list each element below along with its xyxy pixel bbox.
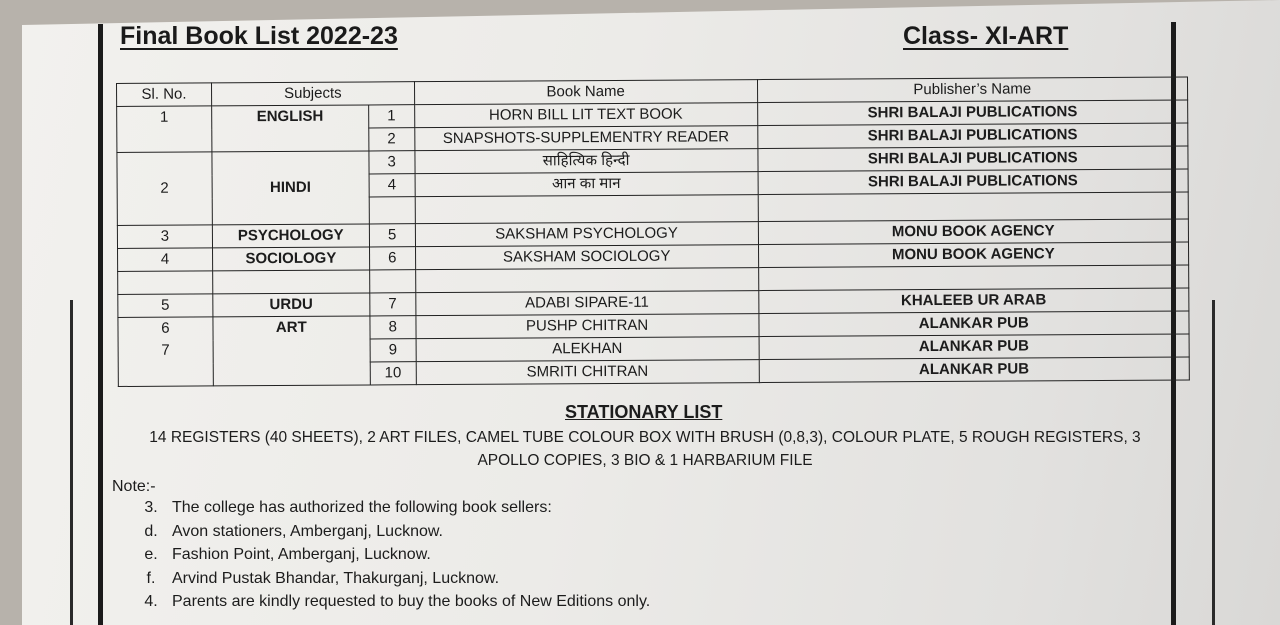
cell-book-no: 6 xyxy=(369,247,415,270)
note-marker: f. xyxy=(146,569,156,587)
cell-subject: ART xyxy=(213,316,370,386)
note-text: Avon stationers, Amberganj, Lucknow. xyxy=(172,522,443,540)
cell-sl: 7 xyxy=(161,341,170,359)
note-text: Parents are kindly requested to buy the books of New Editions only. xyxy=(172,593,651,610)
note-label: Note:- xyxy=(112,478,156,495)
cell-book-name: SNAPSHOTS-SUPPLEMENTRY READER xyxy=(414,126,757,151)
class-label: Class- XI-ART xyxy=(903,22,1069,50)
note-item xyxy=(130,567,830,591)
cell-book-no: 1 xyxy=(368,105,414,128)
page-title: Final Book List 2022-23 xyxy=(120,22,398,50)
note-item xyxy=(130,520,830,544)
notes-list xyxy=(130,496,830,614)
note-item xyxy=(130,543,830,567)
cell-book-name: आन का मान xyxy=(415,172,758,197)
cell-book-name: SAKSHAM SOCIOLOGY xyxy=(415,245,758,270)
cell-book-name: SAKSHAM PSYCHOLOGY xyxy=(415,222,758,247)
header-book-name: Book Name xyxy=(414,80,757,105)
note-marker: 3. xyxy=(144,499,158,516)
cell-publisher: ALANKAR PUB xyxy=(759,334,1190,360)
cell-subject: ENGLISH xyxy=(212,105,369,152)
cell-sl: 5 xyxy=(118,294,213,318)
cell-book-no: 4 xyxy=(369,174,415,197)
cell-sl: 1 xyxy=(117,106,212,153)
cell-book-no: 5 xyxy=(369,224,415,247)
cell-book-no: 7 xyxy=(370,293,416,316)
cell-publisher: SHRI BALAJI PUBLICATIONS xyxy=(757,100,1188,126)
book-list-table xyxy=(116,76,1190,387)
stationary-text: 14 REGISTERS (40 SHEETS), 2 ART FILES, CAMEL TUBE COLOUR BOX WITH BRUSH (0,8,3), COLOUR PLATE, 5 ROUGH REGISTERS, 3 APOLLO COPIES, 3 BIO & 1 HARBARIUM FILE xyxy=(149,429,1141,469)
cell-book-name: ALEKHAN xyxy=(416,337,759,362)
cell-book-name: PUSHP CHITRAN xyxy=(416,314,759,339)
cell-subject: SOCIOLOGY xyxy=(212,247,369,271)
cell-book-name: ADABI SIPARE-11 xyxy=(415,291,758,316)
cell-book-no: 3 xyxy=(369,151,415,174)
note-marker: d. xyxy=(144,522,158,540)
cell-publisher: MONU BOOK AGENCY xyxy=(758,242,1189,268)
stationary-title: STATIONARY LIST xyxy=(565,402,723,422)
page-border-right-outer xyxy=(1212,300,1215,625)
note-text: Arvind Pustak Bhandar, Thakurganj, Lucknow. xyxy=(172,569,500,587)
note-marker: e. xyxy=(144,546,158,563)
note-item xyxy=(130,496,830,520)
cell-subject: URDU xyxy=(213,293,370,317)
cell-empty xyxy=(118,271,213,295)
cell-subject: HINDI xyxy=(212,151,369,225)
cell-publisher: ALANKAR PUB xyxy=(758,311,1189,337)
cell-empty xyxy=(415,195,758,224)
cell-book-no: 2 xyxy=(369,128,415,151)
cell-empty xyxy=(758,265,1189,291)
cell-book-name: साहित्यिक हिन्दी xyxy=(415,149,758,174)
cell-empty xyxy=(213,270,370,294)
cell-sl: 4 xyxy=(118,248,213,272)
cell-publisher: SHRI BALAJI PUBLICATIONS xyxy=(757,146,1188,172)
note-text: The college has authorized the following book sellers: xyxy=(172,499,552,516)
cell-sl: 6 xyxy=(161,319,170,337)
cell-publisher: MONU BOOK AGENCY xyxy=(758,219,1189,245)
cell-book-no: 9 xyxy=(370,339,416,362)
cell-empty xyxy=(415,268,758,293)
cell-empty xyxy=(369,197,415,224)
note-text: Fashion Point, Amberganj, Lucknow. xyxy=(172,546,431,563)
cell-publisher: SHRI BALAJI PUBLICATIONS xyxy=(757,123,1188,149)
cell-book-name: SMRITI CHITRAN xyxy=(416,360,759,385)
cell-book-no: 10 xyxy=(370,362,416,385)
page-border-left xyxy=(98,24,103,625)
note-item xyxy=(130,590,830,614)
note-marker: 4. xyxy=(144,593,158,610)
cell-publisher: KHALEEB UR ARAB xyxy=(758,288,1189,314)
cell-sl-group xyxy=(118,317,213,387)
header-subjects: Subjects xyxy=(211,82,414,106)
cell-subject: PSYCHOLOGY xyxy=(212,224,369,248)
header-sl-no: Sl. No. xyxy=(117,83,212,107)
cell-sl: 2 xyxy=(117,152,212,226)
page-border-left-outer xyxy=(70,300,73,625)
cell-publisher: SHRI BALAJI PUBLICATIONS xyxy=(758,169,1189,195)
cell-book-name: HORN BILL LIT TEXT BOOK xyxy=(414,103,757,128)
header-publisher: Publisher’s Name xyxy=(757,77,1188,103)
cell-book-no: 8 xyxy=(370,316,416,339)
cell-empty xyxy=(369,270,415,293)
cell-sl: 3 xyxy=(117,225,212,249)
cell-empty xyxy=(758,192,1189,222)
cell-publisher: ALANKAR PUB xyxy=(759,357,1190,383)
